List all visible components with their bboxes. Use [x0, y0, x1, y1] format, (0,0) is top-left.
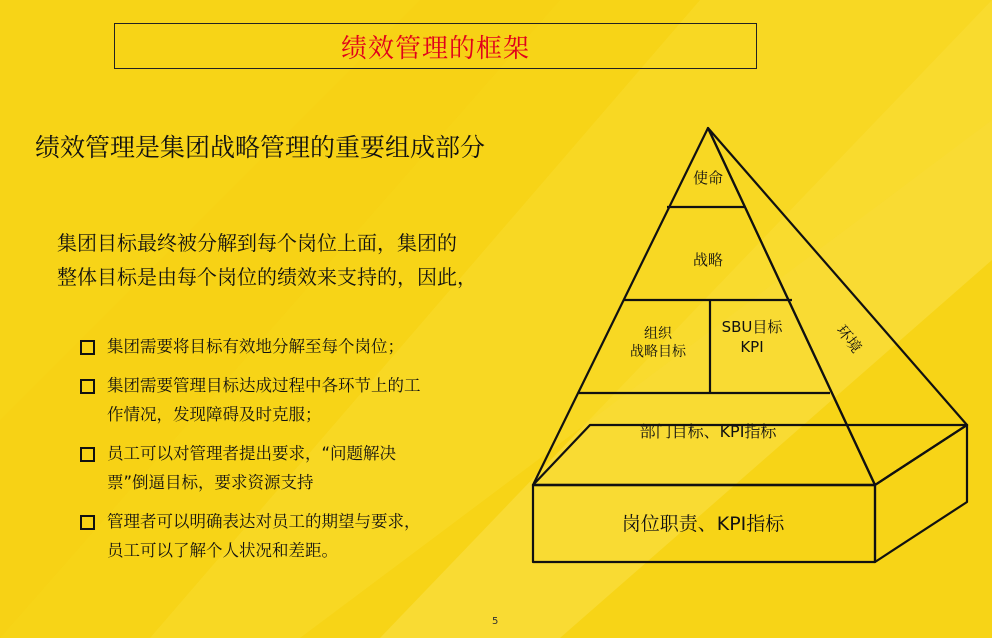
- sbu-label-line1: SBU目标: [721, 318, 783, 336]
- sbu-label-line2: KPI: [740, 338, 764, 356]
- bullet-item: [80, 332, 421, 361]
- bullet-item: [80, 507, 421, 565]
- bullet-text: 管理者可以明确表达对员工的期望与要求， 员工可以了解个人状况和差距。: [107, 512, 421, 560]
- page-number: 5: [492, 616, 499, 627]
- intro-line: 集团目标最终被分解到每个岗位上面，集团的: [57, 231, 457, 255]
- bullet-text: 员工可以对管理者提出要求，“问题解决 票”倒逼目标，要求资源支持: [107, 444, 397, 492]
- environment-label: 环境: [832, 321, 866, 357]
- checkbox-square-icon: [80, 515, 95, 530]
- subtitle: 绩效管理是集团战略管理的重要组成部分: [35, 133, 486, 162]
- base-slab-side: [875, 425, 967, 562]
- intro-paragraph: [57, 226, 477, 294]
- bullet-list: [80, 332, 421, 575]
- position-label: 岗位职责、KPI指标: [621, 513, 785, 535]
- bullet-item: [80, 371, 421, 429]
- bullet-text: 集团需要管理目标达成过程中各环节上的工 作情况，发现障碍及时克服；: [107, 376, 421, 424]
- bullet-text: 集团需要将目标有效地分解至每个岗位；: [107, 337, 404, 356]
- dept-label: 部门目标、KPI指标: [639, 422, 777, 441]
- checkbox-square-icon: [80, 447, 95, 462]
- pyramid-diagram: [520, 120, 980, 580]
- org-strategy-label-line2: 战略目标: [630, 344, 686, 360]
- org-strategy-label-line1: 组织: [644, 326, 672, 342]
- bullet-item: [80, 439, 421, 497]
- title-box: [114, 23, 757, 69]
- intro-line: 整体目标是由每个岗位的绩效来支持的，因此，: [57, 265, 477, 289]
- checkbox-square-icon: [80, 340, 95, 355]
- strategy-label: 战略: [692, 251, 724, 269]
- checkbox-square-icon: [80, 379, 95, 394]
- page-title: 绩效管理的框架: [340, 33, 530, 64]
- mission-label: 使命: [692, 169, 724, 187]
